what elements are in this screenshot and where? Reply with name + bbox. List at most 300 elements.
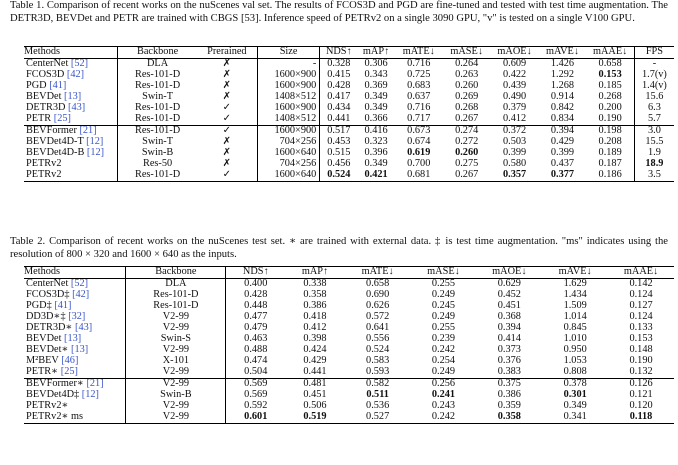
table1-cell-mase: 0.260 [455, 80, 479, 92]
table1-cell-fps: 18.9 [634, 159, 674, 170]
table2-cell-method [24, 401, 126, 412]
table1-row [24, 114, 674, 126]
table1-cell-nds: 0.515 [320, 148, 358, 159]
table1-cell-mave: 0.429 [550, 136, 575, 148]
table1-cell-mase: 0.269 [455, 91, 479, 103]
table2-cell-map: 0.338 [303, 278, 327, 290]
table1-cell-backbone: Swin-B [118, 148, 197, 159]
table1-cell-nds: 0.417 [320, 92, 358, 103]
table2-cell-nds: 0.569 [226, 379, 285, 391]
table2-cell-map: 0.424 [303, 344, 327, 356]
table1-cell-mate: 0.619 [407, 147, 431, 159]
table2-citation: [46] [61, 355, 79, 367]
table2-cell-mase: 0.255 [431, 278, 456, 290]
table2-cell-nds: 0.601 [226, 412, 285, 424]
table2-method-name: M²BEV [26, 355, 59, 367]
table1-cell-fps: 15.6 [634, 92, 674, 103]
table2-cell-mate: 0.583 [366, 355, 390, 367]
table2-cell-maae: 0.127 [629, 300, 653, 312]
table2-cell-maoe: 0.414 [497, 333, 521, 345]
table2-cell-method [24, 390, 126, 401]
table1-row [24, 137, 674, 148]
table1 [24, 46, 674, 182]
table1-cell-maae: 0.658 [598, 58, 622, 70]
table2-cell-mave: 0.845 [563, 322, 587, 334]
table1-method-name: BEVDet4D-T [26, 136, 84, 148]
table1-citation: [42] [66, 69, 85, 81]
table2-cell-method [24, 323, 126, 334]
table1-cell-nds: 0.453 [320, 137, 358, 148]
table2-row [24, 412, 674, 424]
table1-cell-mate: 0.637 [407, 91, 431, 103]
table2-cell-maoe: 0.373 [497, 344, 521, 356]
table1-cell-size: 704×256 [257, 137, 320, 148]
table2 [24, 266, 674, 424]
table2-cell-backbone: DLA [126, 279, 226, 291]
table1-cell-method [24, 126, 118, 138]
table1-cell-mate: 0.681 [407, 169, 431, 181]
table2-cell-backbone: X-101 [126, 356, 226, 367]
table1-cell-pre: ✗ [222, 80, 232, 92]
table1-cell-mase: 0.260 [455, 147, 479, 159]
table1-cell-maae: 0.200 [598, 102, 622, 114]
table1-cell-size: 1600×640 [257, 148, 320, 159]
table2-cell-nds: 0.504 [226, 367, 285, 379]
table2-method-name: BEVDet4D‡ [26, 389, 80, 401]
table2-cell-map: 0.386 [303, 300, 327, 312]
table2-cell-map: 0.358 [303, 289, 327, 301]
table2-cell-mate: 0.572 [366, 311, 390, 323]
table1-cell-method [24, 92, 118, 103]
table2-cell-maoe: 0.376 [497, 355, 521, 367]
table1-row [24, 92, 674, 103]
table2-cell-nds: 0.477 [226, 312, 285, 323]
table1-cell-mase: 0.267 [455, 113, 479, 125]
table1-cell-fps: 6.3 [634, 103, 674, 114]
table1-cell-fps: 1.9 [634, 148, 674, 159]
table2-row [24, 279, 674, 291]
table2-cell-method [24, 412, 126, 424]
table1-cell-mave: 0.377 [550, 169, 575, 181]
table2-cell-mave: 0.950 [563, 344, 587, 356]
table1-body [24, 59, 674, 182]
table1-cell-map: 0.343 [364, 69, 388, 81]
table2-cell-backbone: Res-101-D [126, 290, 226, 301]
table2-cell-maae: 0.148 [629, 344, 653, 356]
table1-cell-mate: 0.716 [407, 102, 431, 114]
table1-cell-pre: ✗ [222, 158, 232, 170]
table1-header-8: mAOE↓ [497, 46, 532, 58]
table2-citation: [13] [64, 333, 82, 345]
table1-header-2: Prerained [207, 46, 247, 58]
table2-cell-mase: 0.245 [431, 300, 456, 312]
table2-row [24, 301, 674, 312]
table1-cell-map: 0.349 [364, 158, 388, 170]
table1-cell-maoe: 0.490 [502, 91, 527, 103]
table1-header-7: mASE↓ [450, 46, 483, 58]
table1-cell-mase: 0.274 [455, 125, 479, 137]
table1-method-name: PETRv2 [26, 169, 62, 181]
table1-cell-nds: 0.524 [320, 170, 358, 182]
table1-header-0: Methods [24, 46, 61, 58]
table1-cell-pre: ✓ [222, 169, 232, 181]
table2-cell-map: 0.519 [303, 411, 327, 423]
table1-cell-nds: 0.441 [320, 114, 358, 126]
table1-cell-maoe: 0.379 [502, 102, 527, 114]
table1-cell-backbone: Res-50 [118, 159, 197, 170]
table2-header-0: Methods [24, 266, 61, 278]
table1-cell-mate: 0.674 [407, 136, 431, 148]
table2-cell-mase: 0.242 [431, 344, 456, 356]
table2-cell-mate: 0.511 [366, 389, 389, 401]
table1-cell-maoe: 0.399 [502, 147, 527, 159]
table2-row [24, 312, 674, 323]
table1-row [24, 81, 674, 92]
table2-row [24, 334, 674, 345]
table2-header-3: mAP↑ [301, 266, 329, 278]
table1-header-9: mAVE↓ [545, 46, 579, 58]
table1-cell-maae: 0.186 [598, 169, 622, 181]
table2-header-8: mAAE↓ [623, 266, 659, 278]
table1-cell-maoe: 0.503 [502, 136, 527, 148]
table2-header-5: mASE↓ [427, 266, 460, 278]
table1-cell-pre: ✗ [222, 147, 232, 159]
table2-cell-mate: 0.593 [366, 366, 390, 378]
table1-cell-map: 0.369 [364, 80, 388, 92]
table2-cell-nds: 0.592 [226, 401, 285, 412]
table1-cell-method [24, 70, 118, 81]
table2-row [24, 345, 674, 356]
table1-cell-mate: 0.725 [407, 69, 431, 81]
table1-cell-backbone: Res-101-D [118, 81, 197, 92]
table2-cell-map: 0.481 [303, 378, 327, 390]
table1-cell-maae: 0.208 [598, 136, 622, 148]
table2-cell-mave: 1.629 [563, 278, 587, 290]
table1-header-5: mAP↑ [362, 46, 390, 58]
table1-cell-size: 1600×900 [257, 70, 320, 81]
table1-header-4: NDS↑ [320, 47, 358, 59]
table2-cell-backbone: V2-99 [126, 412, 226, 424]
table2-cell-mate: 0.524 [366, 344, 390, 356]
table2-cell-backbone: Res-101-D [126, 301, 226, 312]
table1-cell-backbone: Res-101-D [118, 103, 197, 114]
table2-cell-nds: 0.448 [226, 301, 285, 312]
table1-cell-backbone: Swin-T [118, 137, 197, 148]
table2-cell-map: 0.418 [303, 311, 327, 323]
table1-citation: [52] [70, 58, 89, 70]
table2-cell-map: 0.398 [303, 333, 327, 345]
table2-cell-backbone: V2-99 [126, 401, 226, 412]
table2-method-name: PETRv2∗ ms [26, 411, 84, 423]
table2-row [24, 290, 674, 301]
table1-cell-pre: ✓ [222, 113, 232, 125]
table1-cell-method [24, 81, 118, 92]
table2-cell-maae: 0.126 [629, 378, 653, 390]
table2-cell-maoe: 0.359 [497, 400, 521, 412]
table1-cell-size: 704×256 [257, 159, 320, 170]
table2-method-name: PETR∗ [26, 366, 59, 378]
table1-cell-method [24, 103, 118, 114]
table2-header-2: NDS↑ [226, 267, 285, 279]
table1-cell-fps: 5.7 [634, 114, 674, 126]
table1-cell-map: 0.349 [364, 102, 388, 114]
table1-citation: [43] [68, 102, 86, 114]
table2-citation: [12] [81, 389, 99, 401]
table1-caption: Table 1. Comparison of recent works on the nuScenes val set. The results of FCOS3D and PGD are fine-tuned and tested with test time augmentation. The DETR3D, BEVDet and PETR are trained with CBGS [53]. Inference speed of PETRv2 on a single 3090 GPU, "v" is tested on a single V100 GPU. [10, 0, 668, 24]
table1-cell-pre: ✗ [222, 58, 232, 70]
table2-method-name: CenterNet [26, 278, 69, 290]
table1-cell-size: - [257, 59, 320, 71]
table2-cell-map: 0.506 [303, 400, 327, 412]
table2-citation: [43] [75, 322, 93, 334]
table1-cell-size: 1600×640 [257, 170, 320, 182]
table1-cell-backbone: Res-101-D [118, 170, 197, 182]
table1-cell-maae: 0.185 [598, 80, 622, 92]
table1-row [24, 59, 674, 71]
table1-cell-nds: 0.456 [320, 159, 358, 170]
table1-cell-backbone: Res-101-D [118, 114, 197, 126]
table2-cell-nds: 0.428 [226, 290, 285, 301]
table1-cell-backbone: DLA [118, 59, 197, 71]
table1-cell-map: 0.349 [364, 91, 388, 103]
table2-cell-mase: 0.254 [431, 355, 456, 367]
table1-cell-maoe: 0.372 [502, 125, 527, 137]
table2-body [24, 279, 674, 424]
table2-cell-backbone: V2-99 [126, 323, 226, 334]
table2-cell-backbone: V2-99 [126, 345, 226, 356]
table2-cell-maoe: 0.375 [497, 378, 521, 390]
table1-citation: [21] [79, 125, 97, 137]
table2-method-name: DETR3D∗ [26, 322, 73, 334]
table1-cell-mave: 0.914 [550, 91, 575, 103]
table1-method-name: BEVDet4D-B [26, 147, 85, 159]
table2-cell-mate: 0.641 [366, 322, 390, 334]
table2-header-6: mAOE↓ [492, 266, 527, 278]
table2-cell-mase: 0.249 [431, 366, 456, 378]
table1-cell-pre: ✓ [222, 125, 232, 137]
table2-cell-mate: 0.582 [366, 378, 390, 390]
table1-cell-size: 1600×900 [257, 126, 320, 138]
table2-cell-mase: 0.249 [431, 289, 456, 301]
table1-cell-mave: 1.268 [550, 80, 575, 92]
table2-cell-backbone: V2-99 [126, 379, 226, 391]
table1-method-name: BEVFormer [26, 125, 77, 137]
table2-cell-mave: 1.014 [563, 311, 587, 323]
table1-cell-method [24, 59, 118, 71]
table2-cell-map: 0.429 [303, 355, 327, 367]
table1-citation: [12] [86, 136, 104, 148]
table2-cell-method [24, 356, 126, 367]
table2-cell-nds: 0.400 [226, 279, 285, 291]
table1-cell-maae: 0.187 [598, 158, 622, 170]
table2-cell-map: 0.451 [303, 389, 327, 401]
table1-method-name: PETRv2 [26, 158, 62, 170]
table1-cell-mave: 0.834 [550, 113, 575, 125]
table2-citation: [41] [54, 300, 72, 312]
table2-row [24, 367, 674, 379]
table2-method-name: PETRv2∗ [26, 400, 69, 412]
table2-citation: [42] [72, 289, 90, 301]
table1-cell-fps: 1.4(v) [634, 81, 674, 92]
table1-cell-size: 1600×900 [257, 81, 320, 92]
table1-cell-pre: ✗ [222, 69, 232, 81]
table2-cell-mase: 0.243 [431, 400, 456, 412]
table2-cell-maoe: 0.368 [497, 311, 521, 323]
table2-cell-nds: 0.474 [226, 356, 285, 367]
table2-cell-maae: 0.142 [629, 278, 653, 290]
table2-cell-mate: 0.556 [366, 333, 390, 345]
table1-cell-mave: 0.437 [550, 158, 575, 170]
table1-cell-mase: 0.272 [455, 136, 479, 148]
table1-cell-maae: 0.190 [598, 113, 622, 125]
table1-cell-fps: - [634, 59, 674, 71]
table1-citation: [41] [49, 80, 67, 92]
table1-cell-maoe: 0.439 [502, 80, 527, 92]
table2-row [24, 401, 674, 412]
table2-cell-mave: 0.378 [563, 378, 587, 390]
table1-header-10: mAAE↓ [592, 46, 628, 58]
table1-cell-pre: ✓ [222, 102, 232, 114]
table2-cell-mase: 0.256 [431, 378, 456, 390]
table2-cell-maoe: 0.394 [497, 322, 521, 334]
table1-cell-nds: 0.415 [320, 70, 358, 81]
table2-method-name: DD3D∗‡ [26, 311, 66, 323]
table2-header-row [24, 267, 674, 279]
table2-cell-mase: 0.239 [431, 333, 456, 345]
table2-cell-mave: 0.808 [563, 366, 587, 378]
table1-cell-maoe: 0.609 [502, 58, 527, 70]
table2-cell-nds: 0.569 [226, 390, 285, 401]
table1-cell-maoe: 0.580 [502, 158, 527, 170]
table1-cell-size: 1408×512 [257, 114, 320, 126]
table2-cell-mave: 0.349 [563, 400, 587, 412]
table1-cell-maae: 0.189 [598, 147, 622, 159]
table2-citation: [32] [68, 311, 86, 323]
table2-cell-mave: 1.434 [563, 289, 587, 301]
table1-method-name: CenterNet [26, 58, 69, 70]
table1-cell-mave: 0.842 [550, 102, 575, 114]
table2-cell-maae: 0.133 [629, 322, 653, 334]
table1-row [24, 170, 674, 182]
table2-cell-mave: 1.509 [563, 300, 587, 312]
table1-method-name: FCOS3D [26, 69, 65, 81]
table2-citation: [52] [70, 278, 89, 290]
table1-cell-map: 0.366 [364, 113, 388, 125]
table1-cell-map: 0.421 [364, 169, 388, 181]
table1-row [24, 103, 674, 114]
table2-row [24, 379, 674, 391]
table2-cell-maoe: 0.386 [497, 389, 521, 401]
table2-cell-mase: 0.249 [431, 311, 456, 323]
table1-cell-pre: ✗ [222, 91, 232, 103]
table2-cell-mate: 0.527 [366, 411, 390, 423]
table2-method-name: BEVDet [26, 333, 62, 345]
table2-method-name: BEVDet∗ [26, 344, 69, 356]
table1-cell-size: 1600×900 [257, 103, 320, 114]
table1-cell-method [24, 170, 118, 182]
table1-cell-nds: 0.328 [320, 59, 358, 71]
table1-cell-nds: 0.434 [320, 103, 358, 114]
table2-cell-backbone: Swin-B [126, 390, 226, 401]
table1-cell-mate: 0.700 [407, 158, 431, 170]
table1-cell-maoe: 0.357 [502, 169, 527, 181]
table2-cell-method [24, 345, 126, 356]
table2-cell-mase: 0.242 [431, 411, 456, 423]
table1-header-1: Backbone [118, 47, 197, 59]
table2-cell-method [24, 290, 126, 301]
table1-cell-mase: 0.264 [455, 58, 479, 70]
table2-cell-maoe: 0.383 [497, 366, 521, 378]
table1-cell-nds: 0.517 [320, 126, 358, 138]
table2-cell-mase: 0.241 [431, 389, 456, 401]
table2-cell-nds: 0.463 [226, 334, 285, 345]
table2-row [24, 356, 674, 367]
table2-cell-mase: 0.255 [431, 322, 456, 334]
table2-cell-maoe: 0.629 [497, 278, 521, 290]
table2-cell-method [24, 334, 126, 345]
table2-citation: [25] [60, 366, 78, 378]
table2-cell-maoe: 0.451 [497, 300, 521, 312]
table1-method-name: PGD [26, 80, 47, 92]
table1-cell-mate: 0.673 [407, 125, 431, 137]
table2-cell-mate: 0.626 [366, 300, 390, 312]
table2-cell-maoe: 0.358 [497, 411, 521, 423]
table2-row [24, 323, 674, 334]
table1-cell-mase: 0.275 [455, 158, 479, 170]
table1-cell-map: 0.416 [364, 125, 388, 137]
table1-cell-fps: 3.5 [634, 170, 674, 182]
table1-cell-mave: 1.426 [550, 58, 575, 70]
table1-cell-mate: 0.717 [407, 113, 431, 125]
table1-cell-map: 0.306 [364, 58, 388, 70]
table2-citation: [13] [71, 344, 89, 356]
table2-cell-mave: 0.341 [563, 411, 587, 423]
table1-header-row [24, 47, 674, 59]
table2-cell-nds: 0.488 [226, 345, 285, 356]
table1-row [24, 159, 674, 170]
table1-cell-maae: 0.198 [598, 125, 622, 137]
table2-header-7: mAVE↓ [558, 266, 592, 278]
table1-cell-maae: 0.153 [598, 69, 622, 81]
table2-cell-method [24, 367, 126, 379]
table1-cell-maoe: 0.412 [502, 113, 527, 125]
table1-cell-mave: 0.394 [550, 125, 575, 137]
table2-method-name: FCOS3D‡ [26, 289, 70, 301]
table1-cell-mave: 1.292 [550, 69, 575, 81]
table2-cell-nds: 0.479 [226, 323, 285, 334]
table2-cell-maae: 0.124 [629, 311, 653, 323]
table1-cell-mase: 0.263 [455, 69, 479, 81]
table1-method-name: DETR3D [26, 102, 66, 114]
table1-cell-mave: 0.399 [550, 147, 575, 159]
table1-header-6: mATE↓ [402, 46, 435, 58]
table2-cell-method [24, 379, 126, 391]
table2-cell-maae: 0.120 [629, 400, 653, 412]
table1-cell-maae: 0.268 [598, 91, 622, 103]
table2-cell-backbone: Swin-S [126, 334, 226, 345]
table1-cell-mase: 0.267 [455, 169, 479, 181]
table1-cell-mase: 0.268 [455, 102, 479, 114]
table1-cell-method [24, 137, 118, 148]
table1-cell-fps: 15.5 [634, 137, 674, 148]
table2-citation: [21] [86, 378, 104, 390]
table2-cell-maae: 0.132 [629, 366, 653, 378]
table1-citation: [13] [64, 91, 82, 103]
table2-cell-maae: 0.190 [629, 355, 653, 367]
table1-cell-backbone: Res-101-D [118, 70, 197, 81]
table2-cell-map: 0.412 [303, 322, 327, 334]
table1-citation: [12] [86, 147, 105, 159]
